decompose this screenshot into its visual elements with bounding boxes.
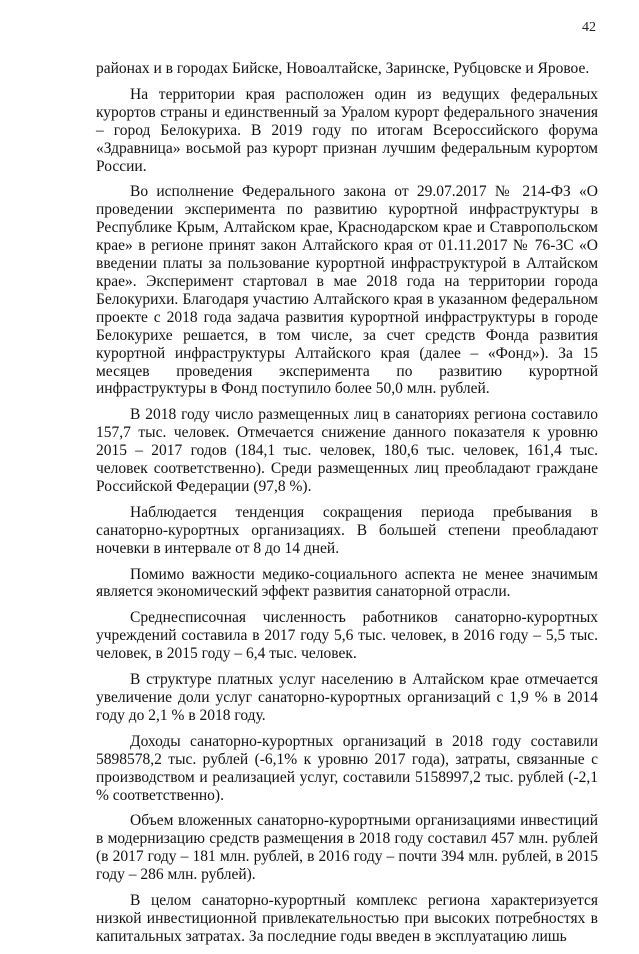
paragraph: Помимо важности медико-социального аспекта не менее значимым является экономический эффект развития санаторной отрасли. xyxy=(96,565,598,601)
paragraph: Доходы санаторно-курортных организаций в 2018 году составили 5898578,2 тыс. рублей (-6,1% к уровню 2017 года), затраты, связанные с производством и реализацией услуг, составили 5158997,2 тыс. рублей (-2,1 % соответственно). xyxy=(96,732,598,804)
paragraph: В целом санаторно-курортный комплекс региона характеризуется низкой инвестиционной привлекательностью при высоких потребностях в капитальных затратах. За последние годы введен в эксплуатацию лишь xyxy=(96,892,598,945)
paragraph: районах и в городах Бийске, Новоалтайске, Заринске, Рубцовске и Яровое. xyxy=(96,60,590,77)
paragraph: Наблюдается тенденция сокращения периода пребывания в санаторно-курортных организациях. В большей степени преобладают ночевки в интервале от 8 до 14 дней. xyxy=(96,503,598,557)
document-body xyxy=(96,60,598,954)
paragraph: В 2018 году число размещенных лиц в санаториях региона составило 157,7 тыс. человек. Отмечается снижение данного показателя к уровню 2015 – 2017 годов (184,1 тыс. человек, 180,6 тыс. человек, 161,4 тыс. человек соответственно). Среди размещенных лиц преобладают граждане Российской Федерации (97,8 %). xyxy=(96,406,598,495)
paragraph: На территории края расположен один из ведущих федеральных курортов страны и единственный за Уралом курорт федерального значения – город Белокуриха. В 2019 году по итогам Всероссийского форума «Здравница» восьмой раз курорт признан лучшим федеральным курортом России. xyxy=(96,85,598,175)
paragraph: Среднесписочная численность работников санаторно-курортных учреждений составила в 2017 году 5,6 тыс. человек, в 2016 году – 5,5 тыс. человек, в 2015 году – 6,4 тыс. человек. xyxy=(96,609,598,663)
page-number: 42 xyxy=(582,20,596,35)
paragraph: Во исполнение Федерального закона от 29.07.2017 № 214-ФЗ «О проведении эксперимента по развитию курортной инфраструктуры в Республике Крым, Алтайском крае, Краснодарском крае и Ставропольском крае» в регионе принят закон Алтайского края от 01.11.2017 № 76-ЗС «О введении платы за пользование курортной инфраструктурой в Алтайском крае». Эксперимент стартовал в мае 2018 года на территории города Белокурихи. Благодаря участию Алтайского края в указанном федеральном проекте с 2018 года задача развития курортной инфраструктуры в городе Белокурихе решается, в том числе, за счет средств Фонда развития курортной инфраструктуры Алтайского края (далее – «Фонд»). За 15 месяцев проведения эксперимента по развитию курортной инфраструктуры в Фонд поступило более 50,0 млн. рублей. xyxy=(96,183,598,398)
paragraph: Объем вложенных санаторно-курортными организациями инвестиций в модернизацию средств размещения в 2018 году составил 457 млн. рублей (в 2017 году – 181 млн. рублей, в 2016 году – почти 394 млн. рублей, в 2015 году – 286 млн. рублей). xyxy=(96,812,598,884)
paragraph: В структуре платных услуг населению в Алтайском крае отмечается увеличение доли услуг санаторно-курортных организаций с 1,9 % в 2014 году до 2,1 % в 2018 году. xyxy=(96,671,598,724)
